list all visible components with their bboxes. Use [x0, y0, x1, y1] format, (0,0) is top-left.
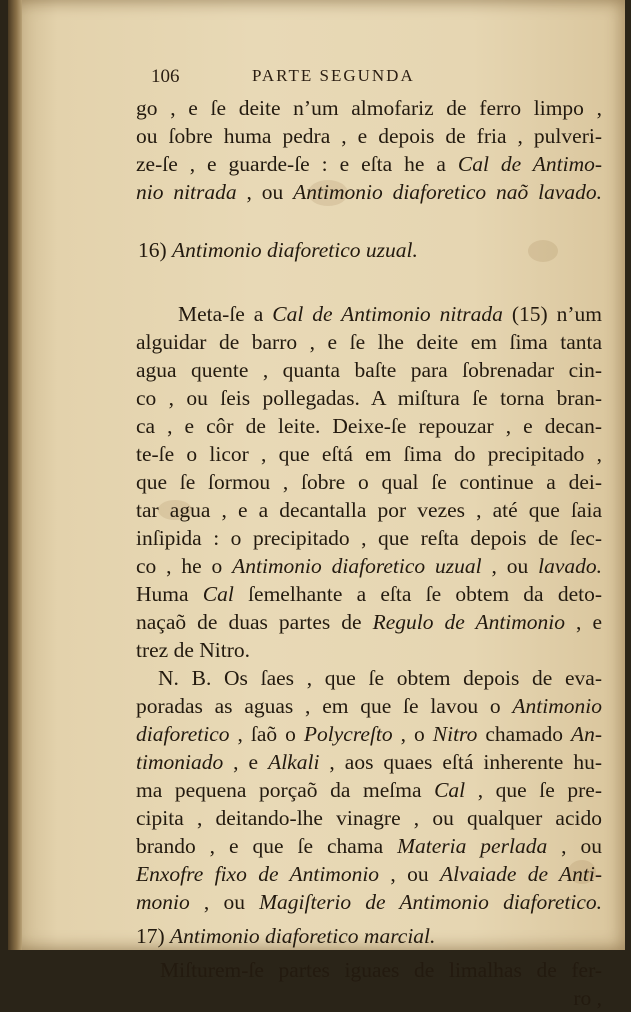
italic-segment: An- [570, 722, 602, 746]
section-heading-17 [136, 922, 602, 950]
text-line [136, 636, 602, 664]
text-line [136, 94, 602, 122]
text-line [136, 150, 602, 178]
text-line [136, 412, 602, 440]
italic-segment: Antimonio diaforetico naõ lavado. [293, 180, 602, 204]
page-header [144, 66, 584, 90]
page-number: 106 [151, 66, 180, 87]
text-line [136, 804, 602, 832]
text-segment: , ou [481, 554, 539, 578]
text-segment: 17) [136, 924, 171, 948]
text-segment: co , he o [136, 554, 233, 578]
italic-segment: Materia perlada [397, 834, 548, 858]
page-body [136, 94, 602, 1012]
italic-segment: Cal de Antimo- [457, 152, 603, 176]
book-spine [8, 0, 22, 950]
italic-segment: nio nitrada [136, 180, 237, 204]
running-head: PARTE SEGUNDA [252, 66, 415, 85]
text-segment: , aos quaes eſtá inherente hu- [319, 750, 602, 774]
note-line [136, 664, 602, 692]
text-line [136, 888, 602, 916]
text-segment: ou ſobre huma pedra , e depois de fria , pulveri- [136, 124, 602, 148]
italic-segment: Antimonio [512, 694, 602, 718]
text-segment: , ou [547, 834, 603, 858]
text-segment: , que ſe pre- [465, 778, 602, 802]
text-segment: naçaõ de duas partes de [136, 610, 373, 634]
section-heading-16 [136, 236, 602, 264]
text-line [136, 832, 602, 860]
italic-segment: Cal [434, 778, 466, 802]
text-line [136, 178, 602, 206]
italic-segment: timoniado [136, 750, 224, 774]
text-line [136, 720, 602, 748]
italic-segment: Alvaiade de Anti- [439, 862, 602, 886]
text-segment: , ou [236, 180, 294, 204]
text-segment: ſemelhante a eſta ſe obtem da deto- [233, 582, 602, 606]
italic-segment: monio [136, 890, 190, 914]
text-segment: inſipida : o precipitado , que reſta depois de ſec- [136, 526, 602, 550]
text-segment: poradas as aguas , em que ſe lavou o [136, 694, 513, 718]
text-segment: , o [392, 722, 433, 746]
text-line [136, 748, 602, 776]
italic-segment: Antimonio diaforetico marcial. [170, 924, 436, 948]
text-segment: ro , [573, 986, 602, 1010]
catchword [136, 984, 602, 1012]
text-segment: chamado [477, 722, 571, 746]
text-line [136, 776, 602, 804]
text-segment: N. B. Os ſaes , que ſe obtem depois de eva- [158, 666, 602, 690]
italic-segment: lavado. [538, 554, 603, 578]
book-page [8, 0, 625, 1010]
text-line [136, 580, 602, 608]
text-segment: que ſe ſormou , ſobre o qual ſe continue a dei- [136, 470, 602, 494]
text-segment: ze-ſe , e guarde-ſe : e eſta he a [136, 152, 458, 176]
text-line [136, 356, 602, 384]
text-segment: ma pequena porçaõ da meſma [136, 778, 435, 802]
text-line [136, 496, 602, 524]
text-segment: agua quente , quanta baſte para ſobrenadar cin- [136, 358, 602, 382]
text-line [136, 692, 602, 720]
text-segment: cipita , deitando-lhe vinagre , ou qualquer acido [136, 806, 602, 830]
text-line [136, 384, 602, 412]
text-line [136, 956, 602, 984]
text-line [136, 328, 602, 356]
text-segment: alguidar de barro , e ſe lhe deite em ſima tanta [136, 330, 602, 354]
text-segment: , e [565, 610, 602, 634]
text-line [136, 860, 602, 888]
text-segment: Meta-ſe a [178, 302, 273, 326]
italic-segment: Enxofre fixo de Antimonio [136, 862, 380, 886]
italic-segment: Cal de Antimonio nitrada [272, 302, 503, 326]
text-segment: Miſturem-ſe partes iguaes de limalhas de fer- [160, 958, 602, 982]
text-segment: brando , e que ſe chama [136, 834, 398, 858]
italic-segment: Magiſterio de Antimonio diaforetico. [259, 890, 602, 914]
text-segment: 16) [138, 238, 173, 262]
text-segment: ca , e côr de leite. Deixe-ſe repouzar , e decan- [136, 414, 602, 438]
text-line [136, 608, 602, 636]
text-line [136, 524, 602, 552]
text-segment: te-ſe o licor , que eſtá em ſima do precipitado , [136, 442, 602, 466]
text-line [136, 552, 602, 580]
text-line [136, 122, 602, 150]
text-segment: , e [223, 750, 269, 774]
italic-segment: Nitro [432, 722, 478, 746]
italic-segment: Antimonio diaforetico uzual. [172, 238, 418, 262]
text-segment: go , e ſe deite n’um almofariz de ferro limpo , [136, 96, 602, 120]
text-segment: co , ou ſeis pollegadas. A miſtura ſe torna bran- [136, 386, 602, 410]
text-segment: (15) n’um [502, 302, 602, 326]
italic-segment: Cal [202, 582, 234, 606]
text-segment: trez de Nitro. [136, 638, 251, 662]
text-segment: , ſaõ o [229, 722, 304, 746]
italic-segment: diaforetico [136, 722, 230, 746]
text-segment: Huma [136, 582, 203, 606]
italic-segment: Polycreſto [303, 722, 393, 746]
text-line [136, 300, 602, 328]
text-line [136, 468, 602, 496]
text-line [136, 440, 602, 468]
italic-segment: Alkali [268, 750, 320, 774]
italic-segment: Regulo de Antimonio [372, 610, 566, 634]
italic-segment: Antimonio diaforetico uzual [232, 554, 482, 578]
text-segment: , ou [379, 862, 440, 886]
text-segment: tar agua , e a decantalla por vezes , até que ſaia [136, 498, 602, 522]
text-segment: , ou [189, 890, 260, 914]
